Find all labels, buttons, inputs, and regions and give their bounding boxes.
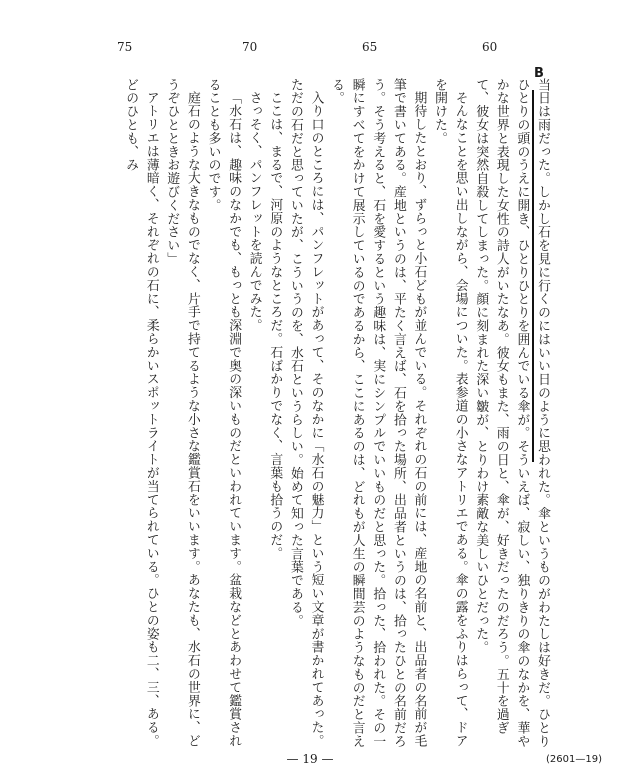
- paragraph: さっそく、パンフレットを読んでみた。: [246, 90, 262, 332]
- line-number-60: 60: [482, 40, 498, 54]
- paragraph: 期待したとおり、ずらっと小石どもが並んでいる。それぞれの石の前には、産地の名前と、出品者の名前が毛筆で書いてある。産地というのは、平たく言えば、石を拾った場所、出品者というのは、拾ったひとの名前だろう。そう考えると、石を愛するという趣味は、実にシンプルでいいものだと思った。拾った、拾われた。その一瞬にすべてをかけて展示しているのであるから、ここにあるのは、どれもが人生の瞬間芸のようなものだと言える。: [329, 78, 427, 748]
- passage-text: [66, 78, 552, 760]
- line-number-70: 70: [242, 40, 258, 54]
- exam-code: (2601—19): [546, 754, 602, 765]
- paragraph: ここは、まるで、河原のようなところだ。石ばかりでなく、言葉も拾うのだ。: [267, 90, 283, 560]
- quote-paragraph: 「水石は、趣味のなかでも、もっとも深淵で奥の深いものだといわれています。盆栽などとあわせて鑑賞されることも多いのです。: [205, 78, 242, 748]
- quote-paragraph: 庭石のような大きなものでなく、片手で持てるような小さな鑑賞石をいいます。あなたも、水石の世界に、どうぞひとときお遊びください」: [164, 78, 200, 748]
- paragraph: そんなことを思い出しながら、会場についた。表参道の小さなアトリエである。傘の露をふりはらって、ドアを開けた。: [432, 78, 468, 748]
- paragraph: 当日は雨だった。しかし石を見に行くのにはいい日のように思われた。傘というものがわたしは好きだ。ひとりひとりの頭のうえに開き、ひとりひとりを囲んでいる傘が。そういえば、寂しい、独りきりの傘のなかを、華やかな世界と表現した女性の詩人がいたなあ。彼女もまた、雨の日と、傘が、好きだったのだろう。五十を過ぎて、彼女は突然自殺してしまった。顔に刻まれた深い皺が、とりわけ素敵な美しいひとだった。: [473, 78, 550, 748]
- paragraph: 入り口のところには、パンフレットがあって、そのなかに「水石の魅力」という短い文章が書かれてあった。ただの石だと思っていたが、こういうのを、水石というらしい。始めて知った言葉である。: [287, 78, 324, 748]
- section-label: B: [534, 66, 544, 81]
- paragraph: アトリエは薄暗く、それぞれの石に、柔らかいスポットライトが当てられている。ひとの姿も二、三、ある。どのひとも、み: [123, 78, 159, 748]
- line-number-65: 65: [362, 40, 378, 54]
- line-number-75: 75: [117, 40, 133, 54]
- page-number: — 19 —: [286, 752, 334, 766]
